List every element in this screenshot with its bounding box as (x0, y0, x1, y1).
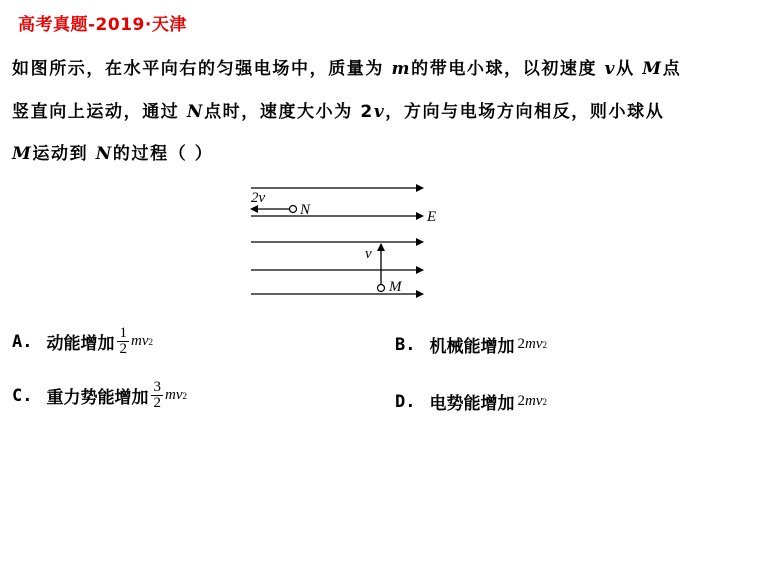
question-text: 的带电小球，以初速度 (411, 59, 605, 79)
formula-exponent: 2 (542, 339, 547, 350)
formula-exponent: 2 (542, 396, 547, 407)
option-formula (517, 336, 547, 353)
label-v: v (365, 246, 372, 262)
option-formula (517, 393, 547, 410)
label-2v: 2v (251, 190, 266, 206)
question-text: 点 (662, 59, 682, 79)
formula-exponent: 2 (148, 336, 153, 347)
question-text: 从 (616, 59, 643, 79)
option-letter: B. (395, 334, 416, 355)
label-N: N (300, 202, 311, 218)
option-formula (151, 380, 187, 411)
question-line-1 (12, 54, 681, 79)
var-M: M (12, 144, 33, 164)
formula-expr: mv (164, 387, 183, 403)
var-N: N (186, 102, 205, 122)
option-formula (117, 326, 153, 357)
question-text: ，方向与电场方向相反，则小球从 (385, 102, 665, 122)
question-text: 点时，速度大小为 2 (204, 102, 374, 122)
question-text: 如图所示，在水平向右的匀强电场中，质量为 (12, 59, 392, 79)
label-M: M (389, 279, 402, 295)
option-c[interactable] (12, 380, 187, 411)
option-text: 动能增加 (46, 334, 115, 354)
option-b[interactable] (395, 332, 547, 357)
formula-expr: mv (524, 393, 543, 409)
formula-coef: 2 (517, 336, 525, 352)
option-letter: C. (12, 385, 33, 406)
header-title: 高考真题-2019·天津 (18, 15, 187, 35)
option-text: 机械能增加 (429, 337, 515, 357)
question-line-3 (12, 139, 213, 164)
option-text: 重力势能增加 (46, 388, 149, 408)
label-E: E (427, 209, 437, 225)
formula-expr: mv (524, 336, 543, 352)
var-v: v (373, 102, 386, 122)
var-N: N (95, 144, 113, 164)
formula-expr: mv (130, 333, 149, 349)
point-N (290, 206, 297, 213)
option-letter: A. (12, 331, 33, 352)
var-M: M (642, 59, 663, 79)
fraction (151, 380, 163, 411)
fraction-numerator: 1 (119, 325, 127, 341)
point-M (378, 285, 385, 292)
fraction-denominator: 2 (119, 341, 127, 357)
question-text: 运动到 (32, 144, 96, 164)
fraction-numerator: 3 (153, 379, 161, 395)
question-line-2 (12, 97, 664, 122)
option-text: 电势能增加 (429, 394, 515, 414)
question-text: 的过程（ ） (112, 144, 214, 164)
formula-exponent: 2 (182, 390, 187, 401)
question-text: 竖直向上运动，通过 (12, 102, 187, 122)
var-m: m (391, 59, 412, 79)
fraction (117, 326, 129, 357)
electric-field-diagram (245, 178, 445, 308)
fraction-denominator: 2 (153, 395, 161, 411)
var-v: v (604, 59, 617, 79)
option-a[interactable] (12, 326, 153, 357)
option-letter: D. (395, 391, 416, 412)
formula-coef: 2 (517, 393, 525, 409)
option-d[interactable] (395, 389, 547, 414)
